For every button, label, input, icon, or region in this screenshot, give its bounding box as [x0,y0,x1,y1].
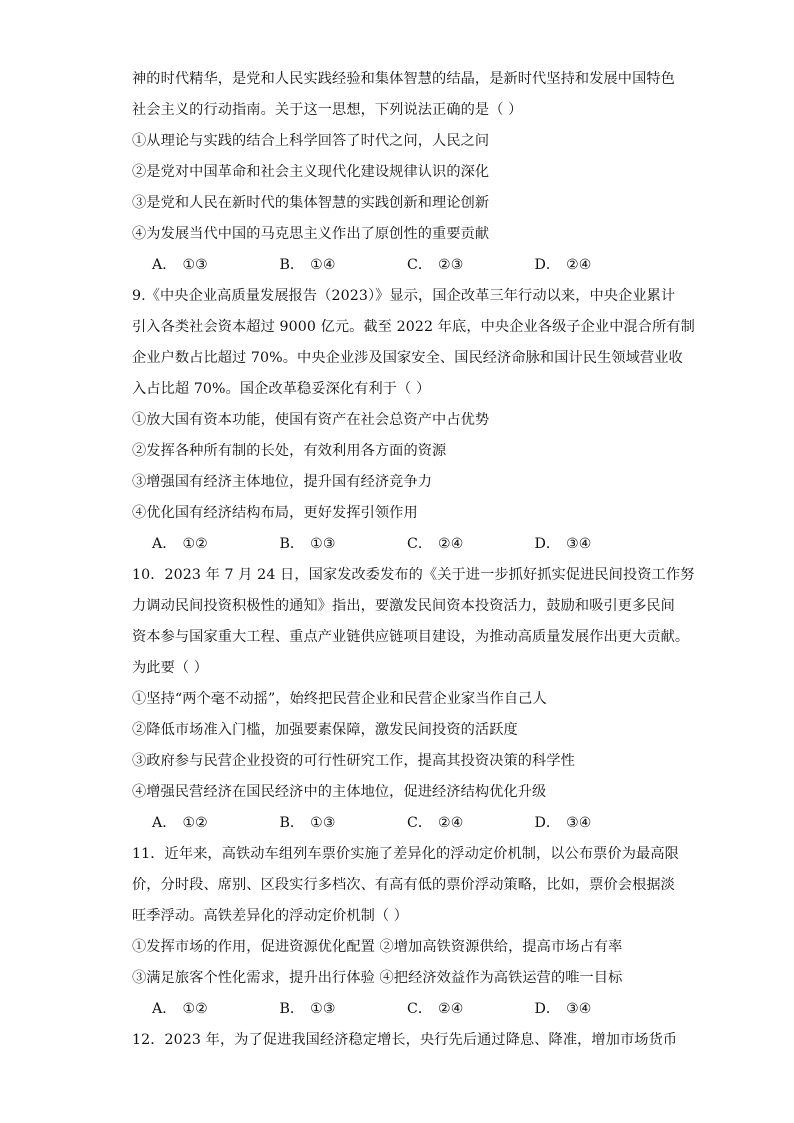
option-c: C． ②③ [407,257,464,273]
question-stem-line: 为此要（ ） [132,660,209,676]
statement-item: ①放大国有资本功能，使国有资产在社会总资产中占优势 [132,412,490,428]
question-stem-line: 12．2023 年，为了促进我国经济稳定增长，央行先后通过降息、降准，增加市场货币 [132,1032,678,1048]
question-11 [132,839,679,1025]
question-stem-line: 资本参与国家重大工程、重点产业链供应链项目建设，为推动高质量发展作出更大贡献。 [132,629,690,645]
question-stem-line: 11．近年来，高铁动车组列车票价实施了差异化的浮动定价机制，以公布票价为最高限 [132,846,679,862]
option-a: A． ①③ [152,257,208,273]
statement-item: ①发挥市场的作用，促进资源优化配置 ②增加高铁资源供给，提高市场占有率 [132,939,623,955]
option-b: B． ①③ [279,1001,336,1017]
answer-options [132,250,662,281]
option-a: A． ①② [152,1001,208,1017]
question-stem-line: 神的时代精华，是党和人民实践经验和集体智慧的结晶，是新时代坚持和发展中国特色 [132,71,675,87]
question-8 [132,64,675,281]
statement-item: ①从理论与实践的结合上科学回答了时代之问，人民之问 [132,133,490,149]
answer-options [132,994,662,1025]
option-b: B． ①③ [279,815,336,831]
option-a: A． ①② [152,536,208,552]
option-d: D． ③④ [534,815,592,831]
exam-page [132,64,695,1056]
statement-item: ①坚持“两个毫不动摇”，始终把民营企业和民营企业家当作自己人 [132,691,547,707]
answer-options [132,808,662,839]
question-stem-line: 价，分时段、席别、区段实行多档次、有高有低的票价浮动策略，比如，票价会根据淡 [132,877,675,893]
question-stem-line: 旺季浮动。高铁差异化的浮动定价机制（ ） [132,908,409,924]
question-stem-line: 引入各类社会资本超过 9000 亿元。截至 2022 年底，中央企业各级子企业中混合所有制 [132,319,695,335]
option-c: C． ②④ [407,815,464,831]
statement-item: ②是党对中国革命和社会主义现代化建设规律认识的深化 [132,164,490,180]
option-a: A． ①② [152,815,208,831]
question-stem-line: 10．2023 年 7 月 24 日，国家发改委发布的《关于进一步抓好抓实促进民间投资工作努 [132,567,695,583]
statement-item: ④优化国有经济结构布局，更好发挥引领作用 [132,505,418,521]
question-stem-line: 入占比超 70%。国企改革稳妥深化有利于（ ） [132,381,431,397]
statement-item: ③是党和人民在新时代的集体智慧的实践创新和理论创新 [132,195,490,211]
answer-options [132,529,662,560]
question-10 [132,560,695,839]
statement-item: ③满足旅客个性化需求，提升出行体验 ④把经济效益作为高铁运营的唯一目标 [132,970,623,986]
option-d: D． ②④ [534,257,592,273]
statement-item: ③政府参与民营企业投资的可行性研究工作，提高其投资决策的科学性 [132,753,575,769]
question-12 [132,1025,678,1056]
option-b: B． ①④ [279,257,336,273]
question-stem-line: 企业户数占比超过 70%。中央企业涉及国家安全、国民经济命脉和国计民生领域营业收 [132,350,683,366]
statement-item: ③增强国有经济主体地位，提升国有经济竞争力 [132,474,433,490]
option-b: B． ①③ [279,536,336,552]
question-9 [132,281,695,560]
statement-item: ④增强民营经济在国民经济中的主体地位，促进经济结构优化升级 [132,784,547,800]
option-c: C． ②④ [407,1001,464,1017]
option-d: D． ③④ [534,1001,592,1017]
question-stem-line: 9.《中央企业高质量发展报告（2023）》显示，国企改革三年行动以来，中央企业累计 [132,288,676,304]
statement-item: ②降低市场准入门槛，加强要素保障，激发民间投资的活跃度 [132,722,518,738]
option-d: D． ③④ [534,536,592,552]
question-stem-line: 力调动民间投资积极性的通知》指出，要激发民间资本投资活力，鼓励和吸引更多民间 [132,598,675,614]
question-stem-line: 社会主义的行动指南。关于这一思想，下列说法正确的是（ ） [132,102,523,118]
option-c: C． ②④ [407,536,464,552]
statement-item: ②发挥各种所有制的长处，有效利用各方面的资源 [132,443,447,459]
statement-item: ④为发展当代中国的马克思主义作出了原创性的重要贡献 [132,226,490,242]
